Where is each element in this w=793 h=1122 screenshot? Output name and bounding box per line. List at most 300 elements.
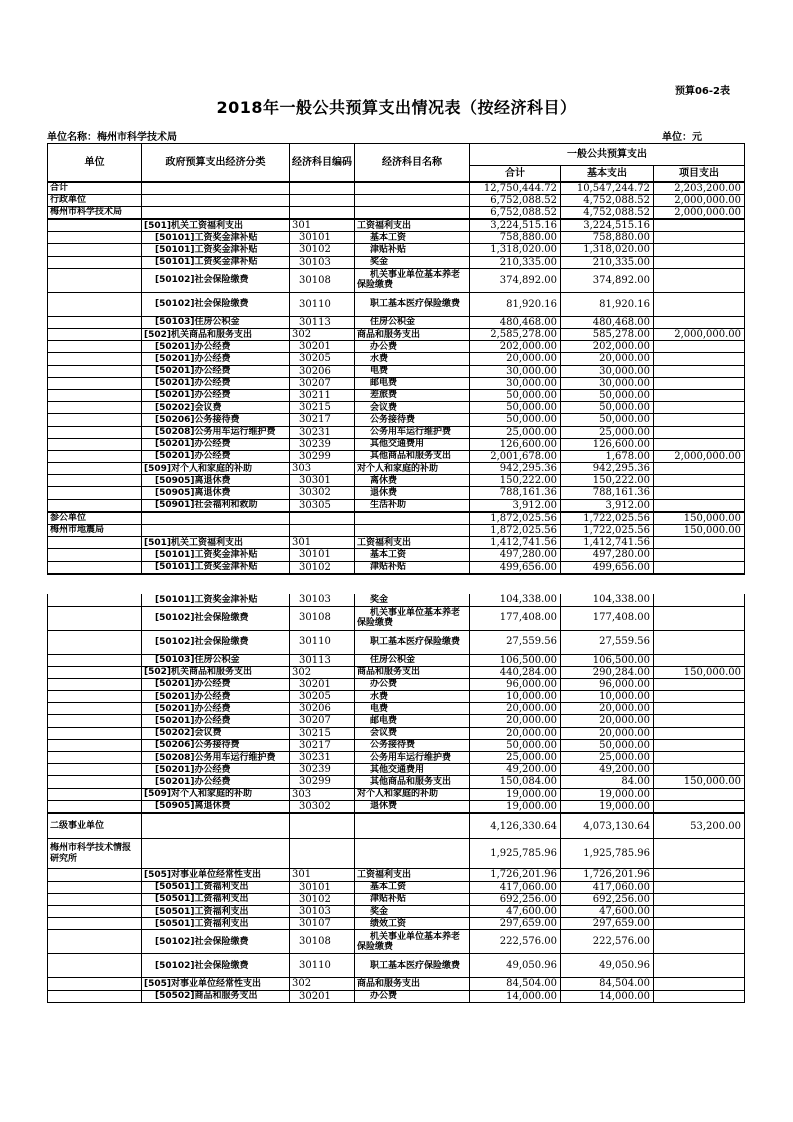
basic-cell: 497,280.00 (561, 549, 654, 561)
table-row (48, 727, 745, 739)
code-cell (290, 182, 355, 195)
table-row (48, 450, 745, 462)
total-cell: 202,000.00 (470, 341, 561, 353)
unit-cell (48, 594, 142, 606)
table-row (48, 206, 745, 219)
name-cell (355, 194, 470, 206)
class-cell: [50102]社会保险缴费 (142, 630, 290, 654)
project-cell (654, 426, 745, 438)
unit-cell (48, 244, 142, 256)
name-cell: 公务接待费 (355, 739, 470, 751)
unit-name (47, 128, 177, 143)
code-cell: 30110 (290, 630, 355, 654)
table-row (48, 377, 745, 389)
unit-cell: 二级事业单位 (48, 813, 142, 839)
name-cell: 商品和服务支出 (355, 978, 470, 990)
class-cell: [50201]办公经费 (142, 365, 290, 377)
table-row (48, 752, 745, 764)
total-cell: 27,559.56 (470, 630, 561, 654)
class-cell: [50905]离退休费 (142, 800, 290, 813)
unit-cell (48, 219, 142, 232)
class-cell: [50202]会议费 (142, 727, 290, 739)
total-cell: 1,726,201.96 (470, 869, 561, 881)
total-cell: 14,000.00 (470, 990, 561, 1002)
project-cell (654, 930, 745, 954)
class-cell: [50101]工资奖金津补贴 (142, 256, 290, 268)
name-cell: 奖金 (355, 256, 470, 268)
unit-cell (48, 918, 142, 930)
total-cell: 440,284.00 (470, 666, 561, 678)
class-cell: [50501]工资福利支出 (142, 881, 290, 893)
table-row (48, 537, 745, 549)
basic-cell: 19,000.00 (561, 800, 654, 813)
total-cell: 50,000.00 (470, 389, 561, 401)
basic-cell: 692,256.00 (561, 893, 654, 905)
class-cell: [50101]工资奖金津补贴 (142, 594, 290, 606)
project-cell: 150,000.00 (654, 776, 745, 788)
project-cell (654, 487, 745, 499)
basic-cell: 150,222.00 (561, 475, 654, 487)
total-cell: 6,752,088.52 (470, 206, 561, 219)
unit-cell (48, 292, 142, 316)
header-econ-name: 经济科目名称 (355, 144, 470, 182)
table-row (48, 426, 745, 438)
code-cell: 30108 (290, 606, 355, 630)
unit-cell (48, 316, 142, 328)
project-cell (654, 475, 745, 487)
basic-cell: 210,335.00 (561, 256, 654, 268)
code-cell: 30217 (290, 414, 355, 426)
name-cell: 水费 (355, 691, 470, 703)
unit-cell (48, 329, 142, 341)
unit-cell (48, 537, 142, 549)
class-cell: [50208]公务用车运行维护费 (142, 426, 290, 438)
basic-cell: 417,060.00 (561, 881, 654, 893)
name-cell: 机关事业单位基本养老保险缴费 (355, 268, 470, 292)
basic-cell: 104,338.00 (561, 594, 654, 606)
class-cell: [509]对个人和家庭的补助 (142, 788, 290, 800)
table-row (48, 930, 745, 954)
code-cell: 302 (290, 666, 355, 678)
unit-name-label: 单位名称： (47, 132, 97, 143)
unit-cell (48, 450, 142, 462)
project-cell (654, 537, 745, 549)
name-cell (355, 813, 470, 839)
unit-cell: 梅州市地震局 (48, 525, 142, 537)
class-cell: [50208]公务用车运行维护费 (142, 752, 290, 764)
basic-cell: 84.00 (561, 776, 654, 788)
project-cell (654, 893, 745, 905)
table-row (48, 678, 745, 690)
unit-cell (48, 764, 142, 776)
unit-cell (48, 800, 142, 813)
unit-cell (48, 438, 142, 450)
name-cell: 邮电费 (355, 377, 470, 389)
header-basic: 基本支出 (561, 166, 654, 182)
name-cell: 绩效工资 (355, 918, 470, 930)
unit-cell (48, 268, 142, 292)
class-cell: [50201]办公经费 (142, 764, 290, 776)
project-cell: 2,000,000.00 (654, 206, 745, 219)
class-cell: [50102]社会保险缴费 (142, 292, 290, 316)
basic-cell: 480,468.00 (561, 316, 654, 328)
project-cell (654, 800, 745, 813)
name-cell: 办公费 (355, 341, 470, 353)
project-cell (654, 839, 745, 869)
basic-cell: 20,000.00 (561, 353, 654, 365)
name-cell (355, 839, 470, 869)
total-cell: 10,000.00 (470, 691, 561, 703)
project-cell (654, 353, 745, 365)
project-cell (654, 978, 745, 990)
project-cell (654, 764, 745, 776)
total-cell: 297,659.00 (470, 918, 561, 930)
basic-cell: 81,920.16 (561, 292, 654, 316)
table-row (48, 978, 745, 990)
class-cell (142, 839, 290, 869)
table-row (48, 594, 745, 606)
name-cell: 公务接待费 (355, 414, 470, 426)
code-cell (290, 839, 355, 869)
code-cell: 30108 (290, 268, 355, 292)
unit-cell (48, 561, 142, 574)
basic-cell: 20,000.00 (561, 715, 654, 727)
table-row (48, 316, 745, 328)
unit-cell (48, 475, 142, 487)
basic-cell: 30,000.00 (561, 365, 654, 377)
project-cell (654, 918, 745, 930)
table-row (48, 232, 745, 244)
unit-cell (48, 715, 142, 727)
project-cell (654, 739, 745, 751)
class-cell: [50905]离退休费 (142, 487, 290, 499)
code-cell: 30239 (290, 764, 355, 776)
name-cell: 公务用车运行维护费 (355, 426, 470, 438)
table-row (48, 525, 745, 537)
class-cell: [50501]工资福利支出 (142, 906, 290, 918)
unit-cell (48, 691, 142, 703)
project-cell (654, 316, 745, 328)
class-cell: [50103]住房公积金 (142, 316, 290, 328)
project-cell (654, 630, 745, 654)
basic-cell: 49,050.96 (561, 954, 654, 978)
unit-cell (48, 978, 142, 990)
table-row (48, 487, 745, 499)
unit-cell (48, 499, 142, 512)
code-cell: 30110 (290, 954, 355, 978)
currency-note: 单位：元 (662, 132, 702, 143)
unit-cell (48, 954, 142, 978)
total-cell: 19,000.00 (470, 800, 561, 813)
table-row (48, 715, 745, 727)
name-cell: 基本工资 (355, 232, 470, 244)
table-row (48, 549, 745, 561)
code-cell: 302 (290, 978, 355, 990)
project-cell (654, 990, 745, 1002)
name-cell: 职工基本医疗保险缴费 (355, 292, 470, 316)
unit-cell (48, 232, 142, 244)
table-row (48, 475, 745, 487)
total-cell: 50,000.00 (470, 414, 561, 426)
project-cell (654, 594, 745, 606)
header-gov-class: 政府预算支出经济分类 (142, 144, 290, 182)
table-row (48, 463, 745, 475)
code-cell: 30207 (290, 715, 355, 727)
total-cell: 50,000.00 (470, 402, 561, 414)
name-cell: 津贴补贴 (355, 561, 470, 574)
code-cell: 30305 (290, 499, 355, 512)
name-cell: 职工基本医疗保险缴费 (355, 954, 470, 978)
code-cell: 30103 (290, 256, 355, 268)
unit-cell (48, 389, 142, 401)
basic-cell: 3,912.00 (561, 499, 654, 512)
class-cell: [50201]办公经费 (142, 691, 290, 703)
unit-cell (48, 703, 142, 715)
code-cell: 30113 (290, 654, 355, 666)
basic-cell: 10,000.00 (561, 691, 654, 703)
name-cell: 办公费 (355, 990, 470, 1002)
table-row (48, 402, 745, 414)
table-row (48, 244, 745, 256)
project-cell (654, 678, 745, 690)
class-cell: [50101]工资奖金津补贴 (142, 549, 290, 561)
total-cell: 2,001,678.00 (470, 450, 561, 462)
name-cell: 商品和服务支出 (355, 666, 470, 678)
unit-cell: 合计 (48, 182, 142, 195)
unit-cell (48, 463, 142, 475)
budget-table-section-2 (47, 594, 745, 1003)
class-cell: [50201]办公经费 (142, 389, 290, 401)
name-cell: 水费 (355, 353, 470, 365)
project-cell (654, 499, 745, 512)
unit-cell (48, 739, 142, 751)
table-row (48, 414, 745, 426)
header-econ-code: 经济科目编码 (290, 144, 355, 182)
table-row (48, 990, 745, 1002)
unit-cell (48, 752, 142, 764)
code-cell: 30110 (290, 292, 355, 316)
code-cell: 30239 (290, 438, 355, 450)
project-cell (654, 881, 745, 893)
basic-cell: 1,318,020.00 (561, 244, 654, 256)
class-cell: [50201]办公经费 (142, 377, 290, 389)
project-cell (654, 954, 745, 978)
basic-cell: 50,000.00 (561, 739, 654, 751)
class-cell: [501]机关工资福利支出 (142, 219, 290, 232)
total-cell: 222,576.00 (470, 930, 561, 954)
basic-cell: 374,892.00 (561, 268, 654, 292)
basic-cell: 27,559.56 (561, 630, 654, 654)
basic-cell: 942,295.36 (561, 463, 654, 475)
name-cell: 机关事业单位基本养老保险缴费 (355, 930, 470, 954)
unit-cell (48, 353, 142, 365)
code-cell (290, 525, 355, 537)
project-cell: 150,000.00 (654, 666, 745, 678)
total-cell: 942,295.36 (470, 463, 561, 475)
code-cell: 30113 (290, 316, 355, 328)
class-cell: [505]对事业单位经常性支出 (142, 869, 290, 881)
table-row (48, 499, 745, 512)
class-cell: [50102]社会保险缴费 (142, 954, 290, 978)
basic-cell: 1,925,785.96 (561, 839, 654, 869)
total-cell: 150,222.00 (470, 475, 561, 487)
class-cell: [50101]工资奖金津补贴 (142, 244, 290, 256)
total-cell: 19,000.00 (470, 788, 561, 800)
basic-cell: 177,408.00 (561, 606, 654, 630)
table-row (48, 561, 745, 574)
total-cell: 96,000.00 (470, 678, 561, 690)
basic-cell: 25,000.00 (561, 426, 654, 438)
code-cell: 30206 (290, 703, 355, 715)
code-cell: 30231 (290, 752, 355, 764)
table-body-section-2 (48, 594, 745, 1002)
name-cell (355, 206, 470, 219)
name-cell (355, 182, 470, 195)
name-cell: 公务用车运行维护费 (355, 752, 470, 764)
class-cell: [50905]离退休费 (142, 475, 290, 487)
class-cell: [50201]办公经费 (142, 678, 290, 690)
table-row (48, 776, 745, 788)
basic-cell: 14,000.00 (561, 990, 654, 1002)
table-row (48, 353, 745, 365)
unit-cell (48, 727, 142, 739)
code-cell (290, 194, 355, 206)
class-cell: [505]对事业单位经常性支出 (142, 978, 290, 990)
total-cell: 210,335.00 (470, 256, 561, 268)
code-cell: 30301 (290, 475, 355, 487)
class-cell: [50901]社会福利和救助 (142, 499, 290, 512)
code-cell: 30108 (290, 930, 355, 954)
project-cell: 2,203,200.00 (654, 182, 745, 195)
table-row (48, 329, 745, 341)
unit-cell (48, 893, 142, 905)
header-total: 合计 (470, 166, 561, 182)
name-cell: 差旅费 (355, 389, 470, 401)
basic-cell: 290,284.00 (561, 666, 654, 678)
project-cell (654, 389, 745, 401)
code-cell (290, 206, 355, 219)
project-cell (654, 715, 745, 727)
code-cell: 30103 (290, 906, 355, 918)
unit-cell (48, 341, 142, 353)
total-cell: 1,318,020.00 (470, 244, 561, 256)
code-cell: 30211 (290, 389, 355, 401)
header-unit: 单位 (48, 144, 142, 182)
project-cell (654, 402, 745, 414)
code-cell (290, 512, 355, 525)
basic-cell: 1,678.00 (561, 450, 654, 462)
basic-cell: 4,073,130.64 (561, 813, 654, 839)
code-cell: 30302 (290, 800, 355, 813)
total-cell: 177,408.00 (470, 606, 561, 630)
basic-cell: 1,726,201.96 (561, 869, 654, 881)
unit-cell (48, 678, 142, 690)
total-cell: 758,880.00 (470, 232, 561, 244)
total-cell: 692,256.00 (470, 893, 561, 905)
project-cell (654, 752, 745, 764)
name-cell: 商品和服务支出 (355, 329, 470, 341)
project-cell (654, 727, 745, 739)
name-cell: 生活补助 (355, 499, 470, 512)
code-cell: 30103 (290, 594, 355, 606)
table-row (48, 788, 745, 800)
basic-cell: 202,000.00 (561, 341, 654, 353)
class-cell: [50206]公务接待费 (142, 414, 290, 426)
table-row (48, 365, 745, 377)
class-cell: [50101]工资奖金津补贴 (142, 232, 290, 244)
table-row (48, 739, 745, 751)
project-cell (654, 549, 745, 561)
class-cell: [50201]办公经费 (142, 703, 290, 715)
table-row (48, 703, 745, 715)
basic-cell: 585,278.00 (561, 329, 654, 341)
total-cell: 499,656.00 (470, 561, 561, 574)
table-row (48, 839, 745, 869)
table-row (48, 666, 745, 678)
project-cell (654, 365, 745, 377)
project-cell: 150,000.00 (654, 512, 745, 525)
name-cell: 其他交通费用 (355, 438, 470, 450)
total-cell: 25,000.00 (470, 752, 561, 764)
code-cell: 30107 (290, 918, 355, 930)
name-cell: 工资福利支出 (355, 869, 470, 881)
basic-cell: 499,656.00 (561, 561, 654, 574)
unit-cell (48, 549, 142, 561)
total-cell: 150,084.00 (470, 776, 561, 788)
code-cell: 30299 (290, 450, 355, 462)
total-cell: 374,892.00 (470, 268, 561, 292)
project-cell (654, 244, 745, 256)
table-row (48, 813, 745, 839)
basic-cell: 50,000.00 (561, 389, 654, 401)
table-row (48, 630, 745, 654)
total-cell: 497,280.00 (470, 549, 561, 561)
class-cell: [50201]办公经费 (142, 353, 290, 365)
basic-cell: 1,722,025.56 (561, 525, 654, 537)
total-cell: 2,585,278.00 (470, 329, 561, 341)
total-cell: 106,500.00 (470, 654, 561, 666)
table-row (48, 219, 745, 232)
class-cell (142, 194, 290, 206)
total-cell: 417,060.00 (470, 881, 561, 893)
name-cell: 工资福利支出 (355, 219, 470, 232)
code-cell: 30201 (290, 678, 355, 690)
unit-cell (48, 256, 142, 268)
project-cell (654, 691, 745, 703)
code-cell: 301 (290, 537, 355, 549)
name-cell (355, 512, 470, 525)
project-cell: 2,000,000.00 (654, 194, 745, 206)
unit-cell (48, 414, 142, 426)
table-row (48, 512, 745, 525)
class-cell: [502]机关商品和服务支出 (142, 666, 290, 678)
unit-cell (48, 654, 142, 666)
basic-cell: 20,000.00 (561, 727, 654, 739)
basic-cell: 10,547,244.72 (561, 182, 654, 195)
basic-cell: 1,412,741.56 (561, 537, 654, 549)
code-cell: 301 (290, 219, 355, 232)
meta-line (47, 128, 744, 143)
total-cell: 30,000.00 (470, 365, 561, 377)
name-cell: 职工基本医疗保险缴费 (355, 630, 470, 654)
code-cell: 30101 (290, 549, 355, 561)
header-project: 项目支出 (654, 166, 745, 182)
project-cell (654, 377, 745, 389)
name-cell: 津贴补贴 (355, 893, 470, 905)
total-cell: 1,925,785.96 (470, 839, 561, 869)
table-row (48, 954, 745, 978)
name-cell: 退休费 (355, 487, 470, 499)
